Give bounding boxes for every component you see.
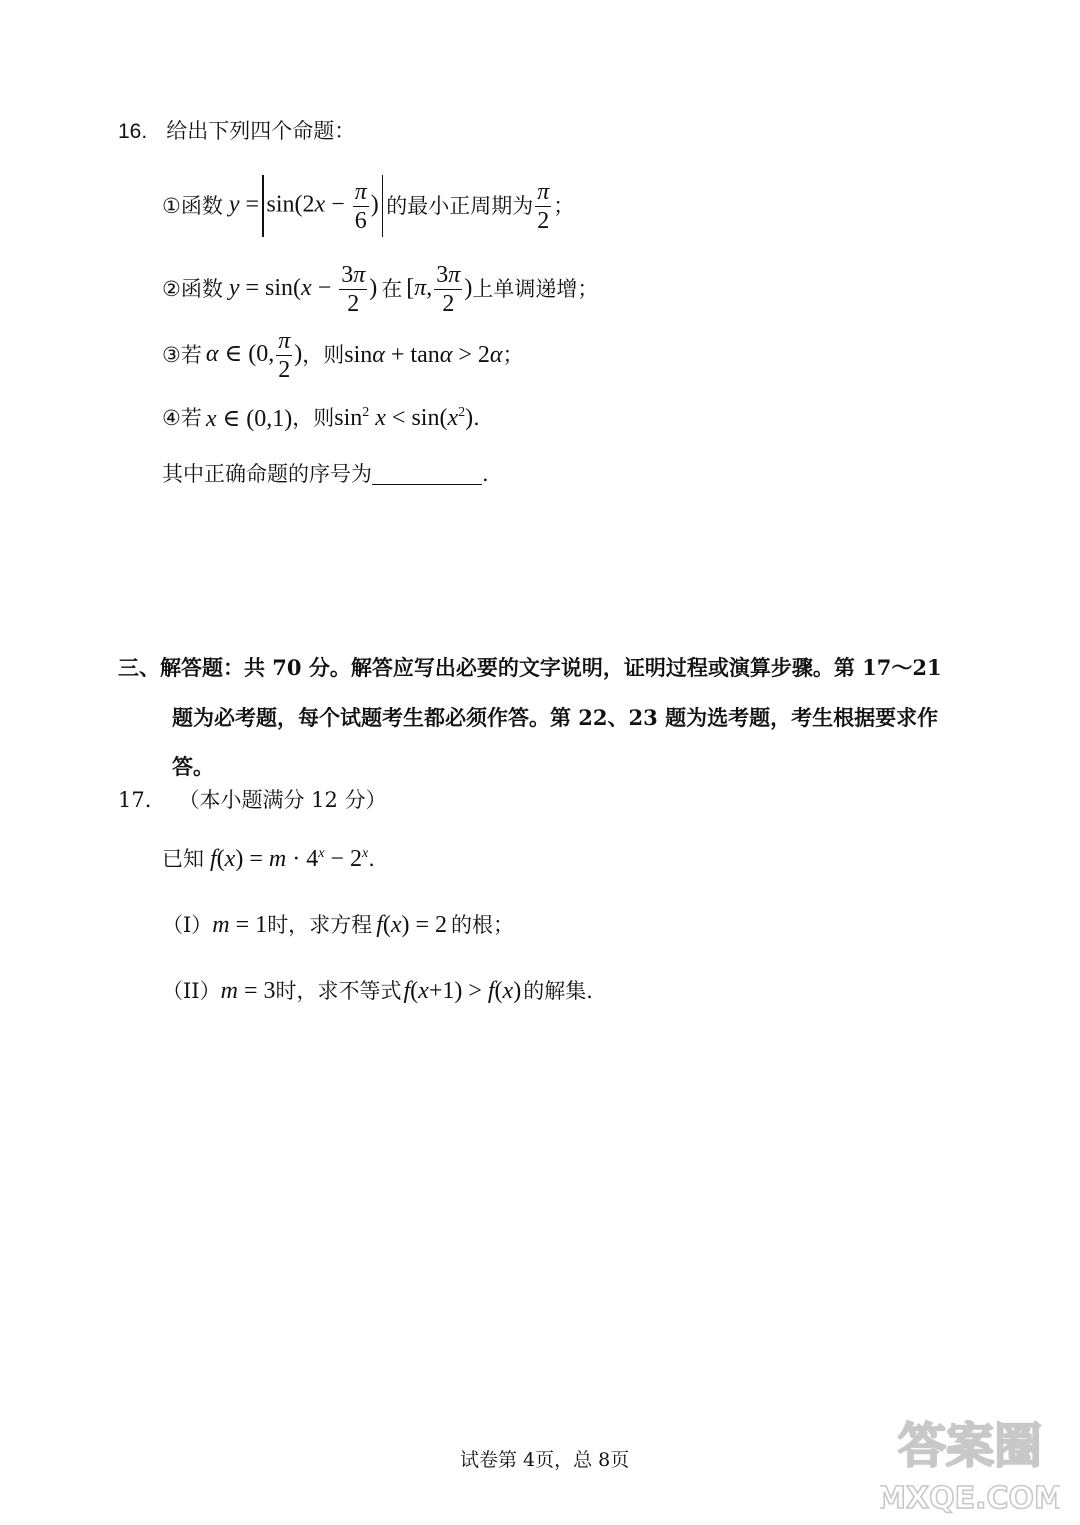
p1-period: $\frac{\pi}{2}$: [537, 178, 550, 234]
p4-end: .: [473, 405, 480, 430]
p3-inequality: sinα + tanα > 2α: [344, 341, 503, 368]
marker-4: ④: [162, 405, 181, 430]
part2-end: 的解集.: [523, 979, 593, 1003]
q16-header: [118, 120, 355, 144]
p4-condition: x ∈ (0,1): [205, 405, 293, 432]
q17-score: （本小题满分 12 分）: [178, 788, 387, 812]
p2-formula: y = sin(x − $\frac{3\pi}{2}$ ): [228, 261, 378, 317]
q17-given: [162, 846, 375, 873]
watermark-graphic: [880, 1404, 1060, 1519]
section3-line3: 答。: [172, 754, 214, 779]
part1-condition: m = 1: [212, 912, 268, 938]
section3-line1: 三、解答题：共 70 分。解答应写出必要的文字说明，证明过程或演算步骤。第 17～21: [118, 655, 942, 680]
frac-pi-6: $\frac{\pi}{6}$: [354, 178, 367, 234]
function-definition: $f(x) = m \cdot 4^x - 2^x$: [210, 846, 369, 872]
q17-number: 17.: [118, 788, 152, 812]
q16-proposition-3: [162, 324, 523, 386]
q17-header: [118, 790, 387, 811]
given-text: 已知: [162, 847, 204, 871]
part2-label: （II）: [162, 979, 221, 1003]
part2-condition: m = 3: [220, 978, 276, 1004]
q16-proposition-1: [162, 175, 574, 237]
p2-interval: [π, $\frac{3\pi}{2}$ ): [406, 261, 473, 317]
part2-cond-end: 时，求不等式: [275, 979, 402, 1003]
q17-part2: [162, 978, 593, 1005]
watermark-title: 答案圈: [897, 1418, 1043, 1474]
p1-end: ；: [553, 193, 575, 218]
p2-pre: 函数: [180, 276, 223, 301]
p1-mid: 的最小正周期为: [386, 193, 534, 218]
p1-formula: y = sin(2x − $\frac{\pi}{6}$ ): [229, 175, 386, 237]
p2-end: 上单调递增；: [472, 276, 599, 301]
q16-proposition-4: [162, 400, 480, 436]
q16-proposition-2: [162, 258, 598, 320]
watermark-logo: [880, 1404, 1060, 1519]
marker-3: ③: [162, 342, 181, 367]
p1-pre: 函数: [180, 193, 223, 218]
part1-label: （I）: [162, 913, 213, 937]
q17-part1: [162, 912, 514, 939]
q16-ask-text: 其中正确命题的序号为: [162, 462, 372, 486]
q16-ask-end: .: [482, 462, 489, 486]
part1-equation: f(x) = 2: [376, 912, 448, 938]
p4-inequality: $\sin^2 x < \sin(x^2)$: [334, 404, 474, 431]
marker-2: ②: [162, 276, 181, 301]
part2-inequality: f(x+1) > f(x): [403, 978, 522, 1004]
part1-cond-end: 时，求方程: [267, 913, 373, 937]
p3-pre: 若: [180, 342, 202, 367]
page-footer: 试卷第 4页，总 8页: [460, 1449, 630, 1471]
watermark-site: MXQE.COM: [880, 1481, 1060, 1516]
marker-1: ①: [162, 193, 181, 218]
p3-condition: α ∈ (0, $\frac{\pi}{2}$ ): [205, 327, 303, 383]
part1-end: 的根；: [451, 913, 515, 937]
section3-line2: 题为必考题，每个试题考生都必须作答。第 22、23 题为选考题，考生根据要求作: [172, 705, 939, 730]
given-end: .: [368, 847, 375, 871]
p3-end: ；: [502, 342, 524, 367]
p2-mid: 在: [381, 276, 403, 301]
answer-blank: [372, 464, 482, 485]
p4-mid: ，则: [292, 405, 335, 430]
q16-prompt: 给出下列四个命题：: [166, 119, 356, 143]
p3-mid: ，则: [302, 342, 345, 367]
q16-number: 16.: [118, 120, 148, 143]
p4-pre: 若: [180, 405, 202, 430]
q16-ask: [162, 464, 489, 485]
